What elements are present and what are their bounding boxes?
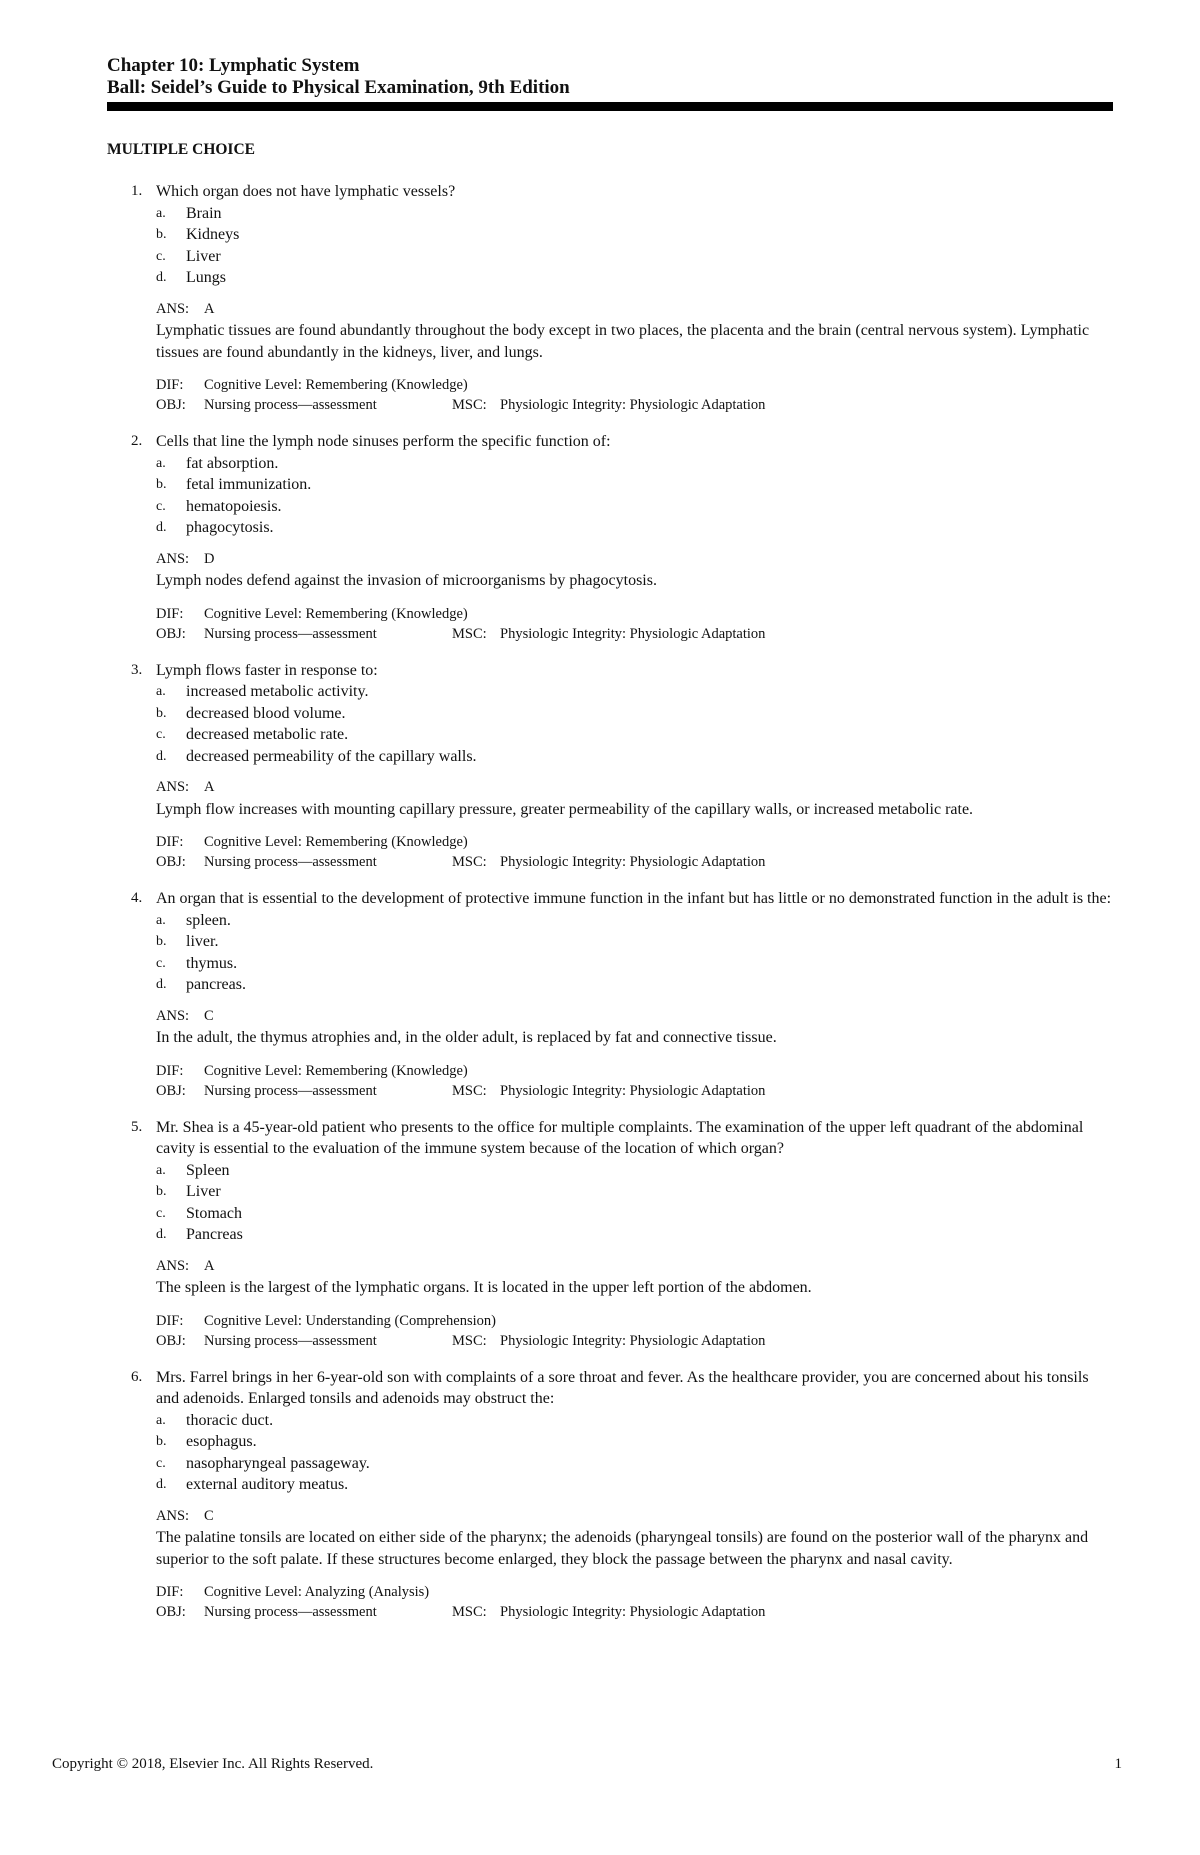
- difficulty-row: [156, 375, 1113, 395]
- objective-row: [156, 852, 1113, 872]
- question-metadata: [107, 1061, 1113, 1101]
- option-text: decreased blood volume.: [186, 704, 346, 722]
- answer-option: [156, 910, 1113, 932]
- question-item: [107, 1117, 1113, 1351]
- answer-options: [107, 910, 1113, 996]
- option-text: liver.: [186, 933, 219, 950]
- answer-block: [107, 1505, 1113, 1571]
- question-list: [107, 181, 1113, 1622]
- dif-label: DIF:: [156, 377, 184, 393]
- answer-label: ANS:: [156, 1507, 190, 1524]
- objective-row: [156, 395, 1113, 415]
- answer-options: [107, 1160, 1113, 1246]
- question-stem: [107, 181, 1113, 203]
- dif-value: Cognitive Level: Analyzing (Analysis): [204, 1584, 430, 1600]
- obj-value: Nursing process—assessment: [204, 1604, 377, 1620]
- question-number: 4.: [131, 890, 143, 906]
- question-number: 6.: [131, 1368, 143, 1385]
- obj-label: OBJ:: [156, 1604, 186, 1620]
- answer-option: [156, 746, 1113, 768]
- answer-line: [156, 1505, 1113, 1528]
- option-text: Brain: [186, 204, 222, 222]
- question-text: An organ that is essential to the development of protective immune function in the infant but has little or no demonstrated function in the adult is the:: [156, 890, 1112, 907]
- obj-value: Nursing process—assessment: [204, 1332, 377, 1349]
- answer-option: [156, 931, 1113, 953]
- rationale-text: Lymph nodes defend against the invasion of microorganisms by phagocytosis.: [156, 572, 657, 589]
- option-text: esophagus.: [186, 1433, 257, 1450]
- obj-label: OBJ:: [156, 1332, 186, 1349]
- obj-value: Nursing process—assessment: [204, 397, 377, 413]
- option-letter: a.: [156, 1162, 166, 1178]
- option-text: external auditory meatus.: [186, 1476, 349, 1493]
- answer-label: ANS:: [156, 1007, 190, 1024]
- answer-option: [156, 724, 1113, 746]
- msc-label: MSC:: [452, 1082, 487, 1099]
- option-text: Spleen: [186, 1161, 230, 1179]
- difficulty-row: [156, 1311, 1113, 1331]
- option-letter: c.: [156, 955, 166, 971]
- option-letter: c.: [156, 727, 166, 742]
- obj-label: OBJ:: [156, 397, 186, 413]
- question-metadata: [107, 1582, 1113, 1622]
- obj-label: OBJ:: [156, 625, 186, 642]
- answer-option: [156, 453, 1113, 475]
- answer-option: [156, 246, 1113, 268]
- option-letter: a.: [156, 1412, 166, 1428]
- answer-line: [156, 298, 1113, 321]
- objective-row: [156, 624, 1113, 644]
- answer-option: [156, 1453, 1113, 1475]
- obj-value: Nursing process—assessment: [204, 625, 377, 642]
- answer-option: [156, 1410, 1113, 1432]
- option-text: decreased permeability of the capillary walls.: [186, 747, 477, 765]
- answer-line: [156, 548, 1113, 571]
- question-number: 3.: [131, 661, 143, 678]
- option-text: thoracic duct.: [186, 1411, 274, 1429]
- question-stem: [107, 1367, 1113, 1410]
- option-letter: a.: [156, 912, 166, 928]
- option-text: phagocytosis.: [186, 519, 274, 536]
- question-metadata: [107, 375, 1113, 415]
- option-letter: d.: [156, 1477, 167, 1492]
- answer-block: [107, 1005, 1113, 1049]
- obj-label: OBJ:: [156, 854, 186, 870]
- answer-option: [156, 267, 1113, 289]
- question-stem: [107, 431, 1113, 453]
- option-text: thymus.: [186, 954, 238, 972]
- option-text: decreased metabolic rate.: [186, 726, 349, 743]
- section-heading: MULTIPLE CHOICE: [107, 141, 255, 158]
- rationale-text: The palatine tonsils are located on either side of the pharynx; the adenoids (pharyngeal tonsils) are found on the posterior wall of the pharynx and superior to the soft palate. If these structures become enlarged, they block the passage between the pharynx and nasal cavity.: [156, 1529, 1089, 1568]
- answer-option: [156, 203, 1113, 225]
- answer-option: [156, 1181, 1113, 1203]
- obj-value: Nursing process—assessment: [204, 1082, 377, 1099]
- page-number: 1: [1114, 1756, 1122, 1772]
- rationale-text: The spleen is the largest of the lymphatic organs. It is located in the upper left portion of the abdomen.: [156, 1279, 812, 1296]
- objective-row: [156, 1081, 1113, 1101]
- msc-label: MSC:: [452, 1332, 487, 1349]
- dif-value: Cognitive Level: Remembering (Knowledge): [204, 1062, 468, 1079]
- msc-label: MSC:: [452, 397, 487, 413]
- msc-label: MSC:: [452, 625, 487, 642]
- question-number: 2.: [131, 433, 143, 449]
- document-page: [107, 55, 1113, 1638]
- answer-key: A: [204, 300, 215, 317]
- option-letter: b.: [156, 1434, 167, 1449]
- msc-value: Physiologic Integrity: Physiologic Adaptation: [500, 854, 766, 870]
- difficulty-row: [156, 832, 1113, 852]
- answer-key: A: [204, 779, 215, 795]
- question-item: [107, 1367, 1113, 1623]
- option-text: Liver: [186, 1183, 221, 1200]
- option-letter: b.: [156, 477, 167, 492]
- answer-option: [156, 517, 1113, 539]
- dif-label: DIF:: [156, 834, 184, 850]
- answer-option: [156, 953, 1113, 975]
- answer-block: [107, 776, 1113, 820]
- answer-options: [107, 453, 1113, 539]
- answer-option: [156, 496, 1113, 518]
- option-text: increased metabolic activity.: [186, 683, 369, 700]
- question-item: [107, 181, 1113, 415]
- dif-label: DIF:: [156, 1062, 184, 1079]
- option-text: Pancreas: [186, 1226, 243, 1243]
- dif-value: Cognitive Level: Remembering (Knowledge): [204, 377, 468, 393]
- answer-block: [107, 298, 1113, 364]
- answer-label: ANS:: [156, 550, 190, 567]
- answer-line: [156, 1005, 1113, 1028]
- answer-options: [107, 681, 1113, 767]
- dif-label: DIF:: [156, 1584, 184, 1600]
- answer-label: ANS:: [156, 1257, 190, 1274]
- option-letter: d.: [156, 977, 167, 992]
- answer-key: C: [204, 1007, 214, 1024]
- rationale-text: Lymph flow increases with mounting capillary pressure, greater permeability of the capillary walls, or increased metabolic rate.: [156, 800, 974, 818]
- obj-label: OBJ:: [156, 1082, 186, 1099]
- option-letter: a.: [156, 455, 166, 471]
- msc-value: Physiologic Integrity: Physiologic Adaptation: [500, 397, 766, 413]
- option-text: fat absorption.: [186, 454, 279, 472]
- question-number: 1.: [131, 183, 143, 199]
- option-letter: d.: [156, 1227, 167, 1242]
- msc-value: Physiologic Integrity: Physiologic Adaptation: [500, 1082, 766, 1099]
- option-text: Lungs: [186, 269, 226, 286]
- option-letter: b.: [156, 934, 167, 949]
- answer-option: [156, 681, 1113, 703]
- question-stem: [107, 1117, 1113, 1160]
- question-number: 5.: [131, 1118, 143, 1135]
- option-letter: b.: [156, 227, 167, 242]
- answer-option: [156, 474, 1113, 496]
- question-text: Mrs. Farrel brings in her 6-year-old son with complaints of a sore throat and fever. As the healthcare provider, you are concerned about his tonsils and adenoids. Enlarged tonsils and adenoids may obstruct the:: [156, 1368, 1089, 1407]
- answer-option: [156, 1160, 1113, 1182]
- answer-key: A: [204, 1257, 215, 1274]
- question-item: [107, 660, 1113, 873]
- option-letter: d.: [156, 520, 167, 535]
- answer-options: [107, 203, 1113, 289]
- question-text: Lymph flows faster in response to:: [156, 661, 378, 679]
- option-letter: a.: [156, 205, 166, 221]
- answer-option: [156, 1431, 1113, 1453]
- dif-value: Cognitive Level: Remembering (Knowledge): [204, 834, 468, 850]
- question-item: [107, 431, 1113, 644]
- answer-key: C: [204, 1507, 214, 1524]
- option-letter: b.: [156, 705, 167, 721]
- question-text: Cells that line the lymph node sinuses perform the specific function of:: [156, 433, 611, 450]
- option-letter: d.: [156, 748, 167, 764]
- objective-row: [156, 1602, 1113, 1622]
- option-text: hematopoiesis.: [186, 497, 282, 515]
- question-metadata: [107, 1311, 1113, 1351]
- page-footer: [52, 1756, 1122, 1773]
- option-text: pancreas.: [186, 976, 246, 993]
- rationale-text: In the adult, the thymus atrophies and, in the older adult, is replaced by fat and connective tissue.: [156, 1029, 777, 1046]
- msc-value: Physiologic Integrity: Physiologic Adaptation: [500, 1604, 766, 1620]
- copyright-text: Copyright © 2018, Elsevier Inc. All Rights Reserved.: [52, 1756, 374, 1772]
- option-text: fetal immunization.: [186, 476, 312, 493]
- option-text: Kidneys: [186, 226, 240, 243]
- answer-line: [156, 776, 1113, 799]
- objective-row: [156, 1331, 1113, 1351]
- answer-label: ANS:: [156, 300, 190, 317]
- answer-option: [156, 1224, 1113, 1246]
- dif-label: DIF:: [156, 605, 184, 622]
- question-text: Mr. Shea is a 45-year-old patient who presents to the office for multiple complaints. The examination of the upper left quadrant of the abdominal cavity is essential to the evaluation of the immune system because of the location of which organ?: [156, 1118, 1084, 1157]
- question-metadata: [107, 832, 1113, 872]
- question-metadata: [107, 604, 1113, 644]
- answer-option: [156, 974, 1113, 996]
- msc-label: MSC:: [452, 854, 487, 870]
- answer-option: [156, 1474, 1113, 1496]
- dif-value: Cognitive Level: Understanding (Comprehension): [204, 1312, 496, 1329]
- option-text: Liver: [186, 247, 221, 265]
- option-text: spleen.: [186, 911, 231, 929]
- dif-value: Cognitive Level: Remembering (Knowledge): [204, 605, 468, 622]
- option-letter: c.: [156, 1205, 166, 1221]
- answer-line: [156, 1255, 1113, 1278]
- chapter-title: Chapter 10: Lymphatic System: [107, 55, 360, 76]
- option-letter: c.: [156, 498, 166, 514]
- answer-option: [156, 224, 1113, 246]
- msc-label: MSC:: [452, 1604, 487, 1620]
- answer-key: D: [204, 550, 215, 567]
- option-text: nasopharyngeal passageway.: [186, 1454, 370, 1472]
- answer-block: [107, 548, 1113, 592]
- difficulty-row: [156, 1061, 1113, 1081]
- question-stem: [107, 888, 1113, 910]
- answer-option: [156, 1203, 1113, 1225]
- option-letter: c.: [156, 248, 166, 264]
- question-text: Which organ does not have lymphatic vessels?: [156, 183, 456, 200]
- option-letter: d.: [156, 270, 167, 285]
- answer-option: [156, 703, 1113, 725]
- book-title: Ball: Seidel’s Guide to Physical Examination, 9th Edition: [107, 77, 570, 98]
- answer-options: [107, 1410, 1113, 1496]
- difficulty-row: [156, 604, 1113, 624]
- msc-value: Physiologic Integrity: Physiologic Adaptation: [500, 625, 766, 642]
- question-stem: [107, 660, 1113, 682]
- header-rule: [107, 102, 1113, 111]
- rationale-text: Lymphatic tissues are found abundantly throughout the body except in two places, the placenta and the brain (central nervous system). Lymphatic tissues are found abundantly in the kidneys, liver, and lungs.: [156, 322, 1090, 361]
- dif-label: DIF:: [156, 1312, 184, 1329]
- option-letter: a.: [156, 684, 166, 699]
- option-text: Stomach: [186, 1204, 242, 1222]
- obj-value: Nursing process—assessment: [204, 854, 377, 870]
- answer-label: ANS:: [156, 779, 190, 795]
- difficulty-row: [156, 1582, 1113, 1602]
- question-item: [107, 888, 1113, 1101]
- answer-block: [107, 1255, 1113, 1299]
- option-letter: c.: [156, 1455, 166, 1471]
- msc-value: Physiologic Integrity: Physiologic Adaptation: [500, 1332, 766, 1349]
- option-letter: b.: [156, 1184, 167, 1199]
